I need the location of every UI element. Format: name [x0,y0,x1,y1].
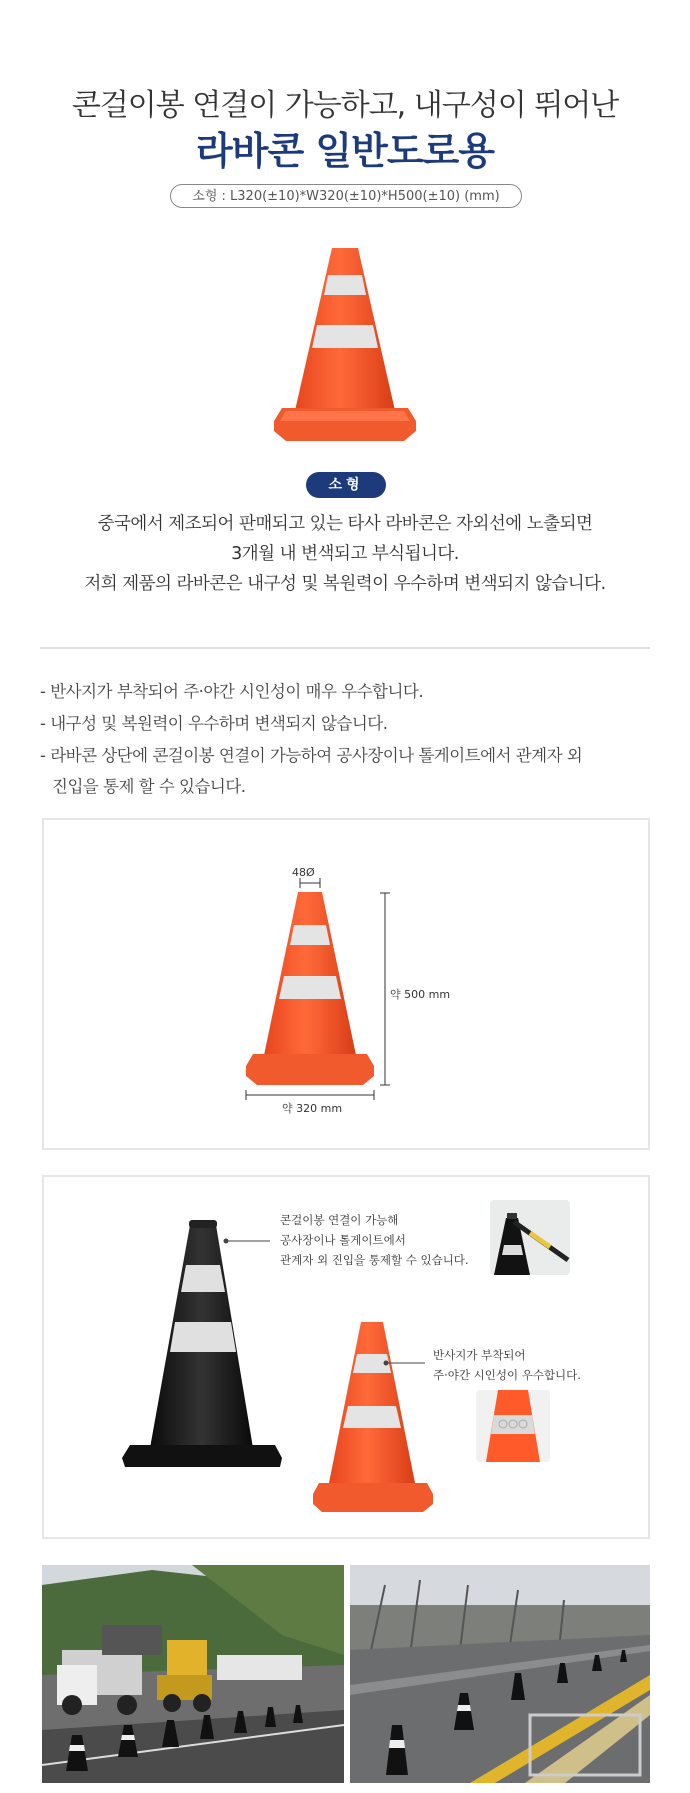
reflective-band-thumbnail [476,1390,550,1462]
description-line-1: 중국에서 제조되어 판매되고 있는 타사 라바콘은 자외선에 노출되면 [97,514,593,534]
road-cones-photo [350,1565,650,1783]
feature-item: - 라바콘 상단에 콘걸이봉 연결이 가능하여 공사장이나 톨게이트에서 관계자 외 [40,746,583,765]
height-label: 약 500 mm [390,988,451,1001]
callout-connect-line-1: 콘걸이봉 연결이 가능해 [280,1213,399,1227]
page-title: 라바콘 일반도로용 [196,129,494,173]
construction-site-photo [42,1565,344,1783]
callout-connect-text [280,1210,469,1270]
callout-reflect-line-2: 주·야간 시인성이 우수합니다. [433,1368,581,1382]
width-label: 약 320 mm [282,1102,343,1115]
callout-connect-line-3: 관계자 외 진입을 통제할 수 있습니다. [280,1253,469,1267]
callout-reflect-line-1: 반사지가 부착되어 [433,1348,526,1362]
size-spec-pill: 소형 : L320(±10)*W320(±10)*H500(±10) (mm) [170,184,522,208]
description-line-3: 저희 제품의 라바콘은 내구성 및 복원력이 우수하며 변색되지 않습니다. [84,574,606,594]
callout-reflect-text [433,1345,581,1385]
feature-item: 진입을 통제 할 수 있습니다. [52,777,246,796]
header-subtitle: 콘걸이봉 연결이 가능하고, 내구성이 뛰어난 [71,88,619,123]
feature-item: - 내구성 및 복원력이 우수하며 변색되지 않습니다. [40,714,388,733]
description-line-2: 3개월 내 변색되고 부식됩니다. [231,544,459,564]
cone-bar-connection-thumbnail [490,1200,570,1275]
top-diameter-label: 48Ø [292,866,315,879]
size-badge: 소형 [306,472,386,498]
feature-item: - 반사지가 부착되어 주·야간 시인성이 매우 우수합니다. [40,682,424,701]
callout-connect-line-2: 공사장이나 톨게이트에서 [280,1233,406,1247]
